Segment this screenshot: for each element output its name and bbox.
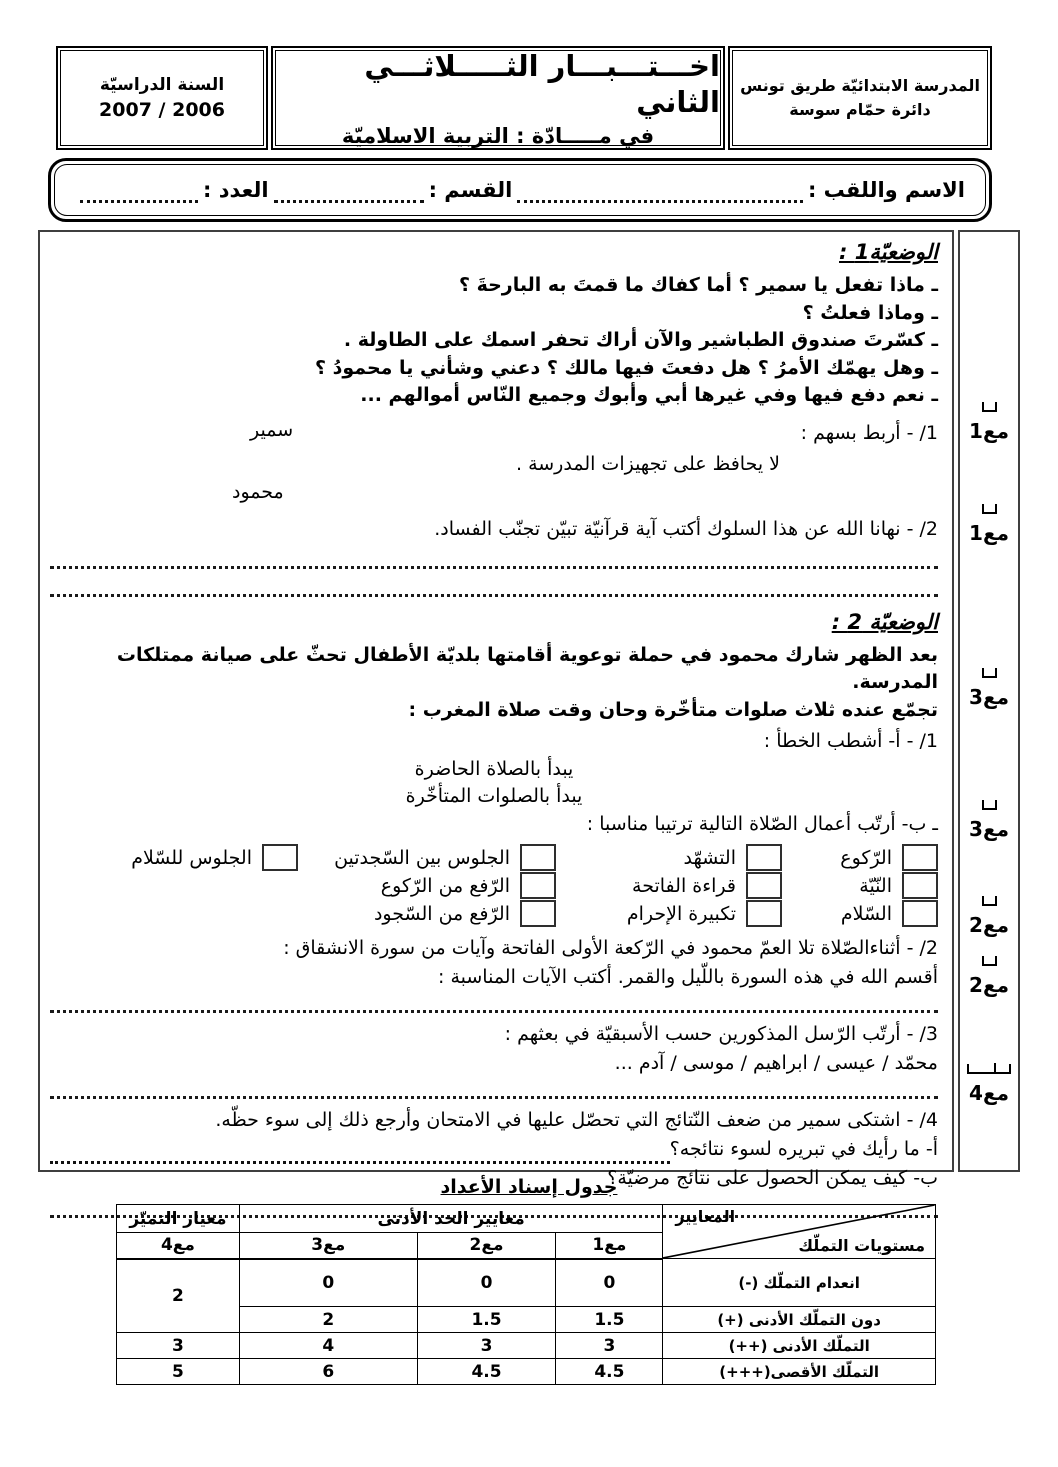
- identity-bar: [48, 158, 992, 222]
- grade-cell: 2: [239, 1307, 417, 1333]
- school-year-value: 2006 / 2007: [99, 99, 225, 121]
- prayer-label: التشهّد: [683, 846, 736, 869]
- grading-table-title: جدول إسناد الأعداد: [440, 1176, 618, 1198]
- strike-option: يبدأ بالصلاة الحاضرة: [414, 758, 574, 780]
- grade-cell: 0: [556, 1259, 663, 1307]
- level-label: انعدام التملّك (-): [663, 1259, 936, 1307]
- criterion-col-header: مع2: [417, 1233, 556, 1259]
- question4a-label: أ- ما رأيك في تبريره لسوء نتائجه؟: [669, 1138, 938, 1160]
- answer-box: [902, 872, 938, 899]
- prayer-label: الرّكوع: [840, 846, 892, 869]
- answer-box: [746, 900, 782, 927]
- performance-bracket-icon: [982, 668, 997, 678]
- answer-line: [50, 992, 938, 1020]
- dialogue-line: ـ نعم دفع فيها وفي غيرها أبي وأبوك وجميع النّاس أموالهم ...: [360, 384, 938, 406]
- grade-cell: 3: [556, 1333, 663, 1359]
- grade-cell: 4: [239, 1333, 417, 1359]
- performance-bracket-icon: [982, 504, 997, 514]
- prayer-item: [304, 872, 556, 899]
- criterion-label: مع2: [969, 913, 1009, 937]
- grade-cell: 0: [239, 1259, 417, 1307]
- match-statement: لا يحافظ على تجهيزات المدرسة .: [516, 452, 780, 475]
- level-label: التملّك الأدنى (++): [663, 1333, 936, 1359]
- grade-cell: 1.5: [417, 1307, 556, 1333]
- prayer-item: [562, 844, 782, 871]
- criteria-header: المعايير: [675, 1207, 736, 1226]
- question2-label: 2/ - أثناءالصّلاة تلا العمّ محمود في الرّكعة الأولى الفاتحة وآيات من سورة الانشقاق :: [283, 937, 938, 959]
- prayer-label: الجلوس للسّلام: [131, 846, 252, 869]
- answer-line: [50, 1078, 938, 1106]
- performance-bracket-icon: [982, 896, 997, 906]
- question4b-label: ب- كيف يمكن الحصول على نتائج مرضيّة؟: [607, 1167, 938, 1189]
- answer-box: [746, 872, 782, 899]
- question2-label-cont: أقسم الله في هذه السورة باللّيل والقمر. أكتب الآيات المناسبة :: [438, 966, 938, 988]
- criterion-marker: [960, 504, 1018, 545]
- criterion-marker: [960, 800, 1018, 841]
- grade-cell-merged: 2: [117, 1259, 240, 1333]
- match-item-samir: سمير: [250, 418, 294, 441]
- number-label: العدد :: [203, 178, 269, 202]
- prayer-ordering-grid: [50, 844, 938, 927]
- grade-cell: 3: [117, 1333, 240, 1359]
- school-year-label: السنة الدراسيّة: [99, 75, 225, 95]
- section2-title: الوضعيّة 2 :: [831, 609, 938, 634]
- criterion-marker: [960, 896, 1018, 937]
- criterion-marker: [960, 402, 1018, 443]
- question3-items: محمّد / عيسى / ابراهيم / موسى / آدم ...: [614, 1052, 938, 1074]
- question1b-label: ـ ب- أرتّب أعمال الصّلاة التالية ترتيبا مناسبا :: [586, 813, 938, 835]
- prayer-label: السّلام: [840, 902, 892, 925]
- question4-label: 4/ - اشتكى سمير من ضعف النّتائج التي تحصّل عليها في الامتحان وأرجع ذلك إلى سوء حظّه.: [215, 1109, 938, 1131]
- criterion-label: مع3: [969, 817, 1009, 841]
- levels-header: مستويات التملّك: [798, 1236, 925, 1255]
- answer-box: [902, 900, 938, 927]
- grading-table-wrap: [116, 1204, 936, 1385]
- level-label: دون التملّك الأدنى (+): [663, 1307, 936, 1333]
- criterion-marker: [960, 956, 1018, 997]
- prayer-item: [50, 844, 298, 871]
- criteria-margin-column: [958, 230, 1020, 1172]
- prayer-item: [304, 900, 556, 927]
- answer-box: [520, 900, 556, 927]
- answer-box: [520, 844, 556, 871]
- grade-cell: 3: [417, 1333, 556, 1359]
- page-header: [56, 46, 992, 150]
- grade-cell: 5: [117, 1359, 240, 1385]
- answer-box: [746, 844, 782, 871]
- question1a-label: 1/ - أ- أشطب الخطأ :: [763, 730, 938, 752]
- prayer-label: الرّفع من الرّكوع: [380, 874, 510, 897]
- grade-cell: 0: [417, 1259, 556, 1307]
- criterion-label: مع3: [969, 685, 1009, 709]
- name-blank-line: [517, 177, 803, 203]
- grade-cell: 4.5: [417, 1359, 556, 1385]
- school-district: دائرة حمّام سوسة: [789, 100, 931, 119]
- dialogue-line: ـ ماذا تفعل يا سمير ؟ أما كفاك ما قمتَ به البارحةَ ؟: [458, 274, 938, 296]
- answer-line: [50, 544, 938, 576]
- prayer-label: الجلوس بين السّجدتين: [334, 846, 510, 869]
- answer-box: [520, 872, 556, 899]
- dialogue-line: ـ وماذا فعلتُ ؟: [802, 301, 938, 324]
- answer-box: [902, 844, 938, 871]
- question1-label: 1/ - أربط بسهم :: [800, 421, 938, 444]
- question4a-row: [50, 1135, 938, 1164]
- school-year-box: [56, 46, 268, 150]
- name-label: الاسم واللقب :: [807, 178, 965, 202]
- prayer-item: [788, 900, 938, 927]
- excellence-criteria-header: معيار التميّز: [117, 1205, 240, 1233]
- performance-bracket-icon: [982, 800, 997, 810]
- dialogue-line: ـ وهل يهمّك الأمرُ ؟ هل دفعتَ فيها مالك ؟ دعني وشأني يا محمودُ ؟: [314, 356, 938, 379]
- question2-label: 2/ - نهانا الله عن هذا السلوك أكتب آية قرآنيّة تبيّن تجنّب الفساد.: [434, 517, 938, 540]
- grade-cell: 4.5: [556, 1359, 663, 1385]
- level-label: التملّك الأقصى(+++): [663, 1359, 936, 1385]
- prayer-label: النّيّة: [859, 874, 892, 897]
- question1-row: [50, 419, 938, 450]
- class-label: القسم :: [428, 178, 513, 202]
- dialogue-line: ـ كسّرتَ صندوق الطباشير والآن أراك تحفر اسمك على الطاولة .: [343, 329, 938, 351]
- match-row: [50, 481, 938, 512]
- prayer-item: [562, 900, 782, 927]
- school-box: [728, 46, 992, 150]
- criterion-label: مع1: [969, 419, 1009, 443]
- prayer-item: [304, 844, 556, 871]
- exam-title: اخـــتـــبـــار الثـــــلاثـــي الثاني: [364, 49, 720, 119]
- criterion-col-header: مع1: [556, 1233, 663, 1259]
- prayer-label: تكبيرة الإحرام: [626, 902, 736, 925]
- strike-option: يبدأ بالصلوات المتأخّرة: [405, 785, 583, 807]
- criteria-levels-header-cell: [663, 1205, 936, 1259]
- match-item-mahmoud: محمود: [232, 480, 284, 503]
- exam-title-box: [271, 46, 725, 150]
- prayer-item: [788, 872, 938, 899]
- number-blank-line: [80, 177, 198, 203]
- criterion-col-header: مع3: [239, 1233, 417, 1259]
- section2-intro: تجمّع عنده ثلاث صلوات متأخّرة وحان وقت صلاة المغرب :: [408, 698, 938, 721]
- performance-bracket-icon: [982, 956, 997, 966]
- prayer-item: [788, 844, 938, 871]
- exam-subject: في مـــــادّة : التربية الاسلاميّة: [341, 124, 655, 148]
- question3-label: 3/ - أرتّب الرّسل المذكورين حسب الأسبقيّة في بعثهم :: [504, 1023, 938, 1045]
- criterion-marker: [960, 1064, 1018, 1105]
- performance-bracket-wide-icon: [967, 1064, 1011, 1074]
- performance-bracket-icon: [982, 402, 997, 412]
- grading-table: [116, 1204, 936, 1385]
- criterion-label: مع1: [969, 521, 1009, 545]
- criterion-col-header: مع4: [117, 1233, 240, 1259]
- criterion-label: مع4: [969, 1081, 1009, 1105]
- prayer-label: قراءة الفاتحة: [632, 874, 736, 897]
- min-criteria-header: معايير الحد الأدنى: [239, 1205, 662, 1233]
- criterion-label: مع2: [969, 973, 1009, 997]
- section1-title: الوضعيّة1 :: [839, 240, 938, 264]
- prayer-item: [562, 872, 782, 899]
- answer-line: [50, 1140, 670, 1164]
- section2-intro: بعد الظهر شارك محمود في حملة توعوية أقامتها بلديّة الأطفال تحثّ على صيانة ممتلكات المدرسة.: [116, 643, 938, 693]
- prayer-label: الرّفع من السّجود: [373, 902, 510, 925]
- criterion-marker: [960, 668, 1018, 709]
- school-name: المدرسة الابتدائيّة طريق تونس: [740, 76, 980, 95]
- class-blank-line: [274, 177, 424, 203]
- grade-cell: 1.5: [556, 1307, 663, 1333]
- answer-box: [262, 844, 298, 871]
- answer-line: [50, 576, 938, 604]
- grade-cell: 6: [239, 1359, 417, 1385]
